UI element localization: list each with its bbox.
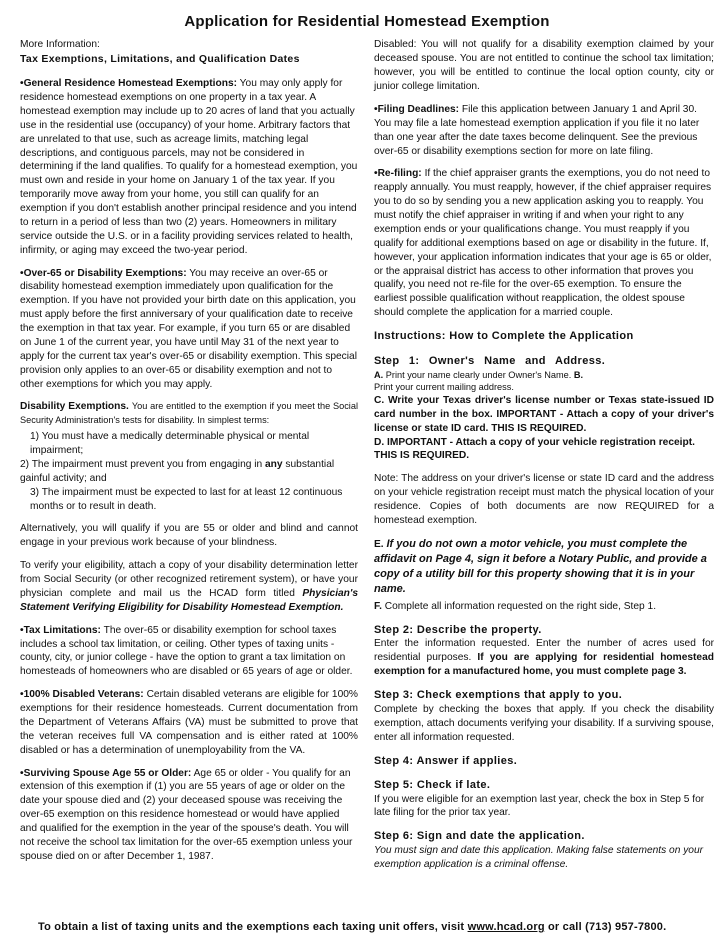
step6-body: You must sign and date this application. Making false statements on your exemption application is a criminal offense. — [374, 845, 704, 871]
address-note-required: Copies of both documents are now REQUIRED for a homestead exemption. — [374, 501, 714, 526]
surviving-spouse-heading: •Surviving Spouse Age 55 or Older: — [20, 767, 192, 779]
alternatively-paragraph: Alternatively, you will qualify if you are 55 or older and blind and cannot engage in your previous work because of your blindness. — [20, 523, 358, 549]
surviving-spouse-body: Age 65 or older - You qualify for an extension of this exemption if (1) you are 55 years of age or older on the date your spouse died and (2) your deceased spouse was receiving the over-65 exemption on this residence homestead or would have applied and qualified for the exemption in the year of the spouse's death. You will not receive the school tax limitation for the over-65 exemption unless your spouse died on or after December 1, 1987. — [20, 767, 353, 862]
disability-item-2 — [20, 458, 358, 486]
step2-section — [374, 623, 714, 680]
surviving-spouse-section — [20, 767, 358, 864]
over65-heading: •Over-65 or Disability Exemptions: — [20, 267, 187, 279]
filing-deadlines-heading: •Filing Deadlines: — [374, 103, 460, 115]
general-exemptions-body: You may only apply for residence homestead exemptions on one property in a tax year. A homestead exemption may include up to 20 acres of land that you actually use in the residential use (occupancy) of your home. Arbitrary factors that are unrelated to that use, such as acreage limits, matching legal descriptions, and contiguous parcels, may not be considered in determining if the land qualifies. To qualify for a homestead exemption, you must own and reside in your home on January 1 of the tax year. If you temporarily move away from your home, you still can qualify for an exemption if you don't establish another principal residence and you intend to return in a period of less than two (2) years. Homeowners in military service outside the U.S. or in a facility providing services related to health, infirmity, or aging may exceed the two-year period. — [20, 78, 358, 256]
more-info-label: More Information: — [20, 39, 100, 51]
step5-heading: Step 5: Check if late. — [374, 778, 491, 791]
step1-a-text: Print your name clearly under Owner's Name. — [385, 369, 572, 380]
two-column-body — [20, 38, 714, 881]
disability-item-2-rest: substantial gainful activity; and — [20, 458, 335, 484]
step1-a-label: A. — [374, 369, 384, 380]
right-column — [374, 38, 714, 881]
step1-b-label: B. — [573, 369, 584, 380]
general-exemptions-heading: •General Residence Homestead Exemptions: — [20, 78, 238, 90]
step3-body: Complete by checking the boxes that apply. If you check the disability exemption, attach documents verifying your disability. If a surviving spouse, enter all information requested. — [374, 704, 714, 743]
filing-deadlines-body: File this application between January 1 and April 30. You may file a late homestead exemption application if you file it no later than one year after the date taxes become delinquent. See the previous over-65 or disability exemptions section for more on late filing. — [374, 103, 700, 157]
step1-item-d: D. IMPORTANT - Attach a copy of your vehicle registration receipt. THIS IS REQUIRED. — [374, 436, 695, 462]
footer-text: To obtain a list of taxing units and the exemptions each taxing unit offers, visit — [38, 921, 465, 933]
step1-item-c: C. Write your Texas driver's license number or Texas state-issued ID card number in the box. IMPORTANT - Attach a copy of your driver's license or state ID card. THIS IS REQUIRED. — [374, 394, 714, 434]
step5-body: If you were eligible for an exemption last year, check the box in Step 5 for late filing for the prior tax year. — [374, 793, 705, 819]
veterans-heading: •100% Disabled Veterans: — [20, 689, 144, 701]
veterans-section — [20, 688, 358, 757]
step2-body: Enter the information requested. Enter the number of acres used for residential purposes. — [374, 638, 714, 664]
step1-item-e — [374, 537, 714, 597]
tax-limitations-section — [20, 624, 358, 680]
step1-e-text: If you do not own a motor vehicle, you must complete the affidavit on Page 4, sign it before a Notary Public, and provide a copy of a utility bill for this property showing that it is in your name. — [374, 537, 707, 595]
disability-item-1: 1) You must have a medically determinable physical or mental impairment; — [30, 431, 310, 457]
step1-item-a — [374, 369, 714, 382]
over65-section — [20, 267, 358, 392]
veterans-body: Certain disabled veterans are eligible for 100% exemptions for their residence homesteads. Current documentation from the Department of Veterans Affairs (VA) must be submitted to prove that the veteran receives full VA compensation and is either rated at 100% disabled or has a determination of unemployability from the VA. — [20, 689, 358, 756]
tax-limitations-heading: •Tax Limitations: — [20, 624, 101, 636]
physician-form-title: Physician's Statement Verifying Eligibility for Disability Homestead Exemption. — [20, 587, 358, 613]
footer-phone: or call (713) 957-7800. — [548, 921, 667, 933]
disability-heading: Disability Exemptions. — [20, 401, 129, 413]
over65-body: You may receive an over-65 or disability homestead exemption immediately upon qualification for the exemption. If you have not provided your birth date on this application, you must apply before the first anniversary of your qualification date to receive the exemption in that tax year. For example, if you turn 65 or are disabled on June 1 of the current year, you have until May 31 of the next year to apply for the current tax year's over-65 or disability exemption. This special provision only applies to an over-65 or disability exemption and not to other exemptions for which you may apply. — [20, 267, 357, 390]
verify-body: To verify your eligibility, attach a copy of your disability determination letter from Social Security (or other recognized retirement system), or have your physician complete and mail us the HCAD form titled — [20, 560, 358, 599]
step1-heading: Step 1: Owner's Name and Address. — [374, 354, 606, 367]
address-note — [374, 472, 714, 528]
step6-heading: Step 6: Sign and date the application. — [374, 830, 585, 843]
address-note-body: Note: The address on your driver's license or state ID card and the address on your vehicle registration receipt must match the physical location of your residence. — [374, 473, 714, 513]
more-info-subtitle: Tax Exemptions, Limitations, and Qualification Dates — [20, 53, 300, 66]
step3-heading: Step 3: Check exemptions that apply to you. — [374, 689, 623, 702]
refiling-heading: •Re-filing: — [374, 168, 422, 180]
verify-paragraph — [20, 559, 358, 615]
tax-limitations-body: The over-65 or disability exemption for school taxes includes a school tax limitation, or ceiling. Other types of taxing units - county, city, or junior college - have the option to grant a tax limitation on homesteads of homeowners who are disabled or 65 years of age or older. — [20, 624, 353, 678]
step1-e-label: E. — [374, 538, 384, 550]
step4-heading: Step 4: Answer if applies. — [374, 754, 518, 767]
step1-section — [374, 354, 714, 463]
page-title: Application for Residential Homestead Exemption — [184, 13, 550, 30]
general-exemptions-section — [20, 77, 358, 257]
step1-item-f — [374, 600, 714, 614]
disability-item-2-emphasis: any — [265, 458, 283, 470]
refiling-section — [374, 167, 714, 320]
disability-body: You are entitled to the exemption if you meet the Social Security Administration's tests for disability. In simplest terms: — [20, 401, 358, 426]
filing-deadlines-section — [374, 103, 714, 159]
footer-contact-line — [38, 920, 666, 935]
left-column — [20, 38, 358, 881]
step5-section — [374, 778, 714, 821]
step1-f-text: Complete all information requested on the right side, Step 1. — [384, 600, 657, 612]
disabled-spouse-note: Disabled: You will not qualify for a disability exemption claimed by your deceased spouse. You are not entitled to continue the school tax limitation; however, you will be entitled to continue the local option county, city or junior college limitation. — [374, 39, 714, 93]
step3-section — [374, 688, 714, 745]
disability-item-2-text: 2) The impairment must prevent you from engaging in — [20, 458, 263, 470]
step4-section — [374, 754, 714, 769]
step2-heading: Step 2: Describe the property. — [374, 623, 542, 636]
disability-item-3: 3) The impairment must be expected to last for at least 12 continuous months or to result in death. — [30, 486, 343, 512]
disability-section — [20, 400, 358, 428]
instructions-heading: Instructions: How to Complete the Application — [374, 330, 634, 343]
step1-item-b: Print your current mailing address. — [374, 382, 514, 393]
hcad-website-link[interactable]: www.hcad.org — [467, 921, 545, 933]
step1-f-label: F. — [374, 600, 382, 612]
step6-section — [374, 829, 714, 872]
refiling-body: If the chief appraiser grants the exemptions, you do not need to reapply annually. You must reapply, however, if the chief appraiser requires you to do so by sending you a new application asking you to reapply. You must notify the chief appraiser in writing if and when your right to any exemption ends or your qualifications change. You must reapply if you qualify for additional exemptions based on age or disability in the future. If, however, your application information indicates that your age is 65 or older, or the appraisal district has access to other information that proves you qualify, you need not re-file for the over-65 exemption. To ensure the earliest possible qualification without reapplication, the oldest spouse should complete the application for a married couple. — [374, 168, 712, 319]
step2-manufactured-home-note: If you are applying for residential homestead exemption for a manufactured home, you must complete page 3. — [374, 652, 714, 678]
